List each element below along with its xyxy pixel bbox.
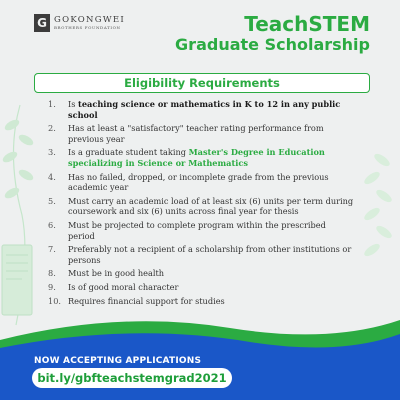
item-number: 1. — [48, 99, 56, 109]
item-text: Preferably not a recipient of a scholarship from other institutions or persons — [68, 244, 352, 265]
item-text: Must be in good health — [68, 268, 165, 279]
list-item — [48, 268, 354, 279]
list-item — [48, 196, 354, 217]
item-text: Has no failed, dropped, or incomplete grade from the previous academic year — [68, 171, 329, 193]
item-number: 10. — [48, 295, 62, 306]
page-title — [175, 13, 370, 54]
application-link[interactable] — [32, 368, 232, 388]
item-text-plain: Is — [68, 99, 79, 109]
item-text — [68, 99, 354, 120]
requirements-list — [48, 99, 354, 309]
item-number: 6. — [48, 219, 56, 230]
header — [0, 0, 400, 70]
item-text: Must carry an academic load of at least six (6) units per term during coursework and six (6) units across final year for thesis — [68, 195, 354, 217]
item-number: 9. — [48, 281, 56, 292]
title-line-1: TeachSTEM — [244, 12, 370, 36]
item-text: Has at least a "satisfactory" teacher rating performance from previous year — [68, 123, 324, 144]
section-heading: Eligibility Requirements — [34, 73, 370, 93]
item-number: 4. — [48, 171, 56, 182]
item-text-bold: teaching science or mathematics in K to 12 in any public school — [68, 99, 341, 120]
accepting-applications-text: NOW ACCEPTING APPLICATIONS — [34, 356, 202, 366]
list-item — [48, 123, 354, 144]
item-number: 2. — [48, 123, 56, 134]
item-text — [68, 147, 354, 168]
logo-mark-icon: G — [34, 14, 50, 32]
title-line-2: Graduate Scholarship — [175, 35, 370, 54]
list-item — [48, 147, 354, 168]
item-text: Is of good moral character — [68, 281, 179, 292]
list-item — [48, 282, 354, 293]
logo-name: GOKONGWEI — [54, 15, 126, 25]
item-number: 5. — [48, 195, 56, 206]
item-number: 7. — [48, 244, 56, 255]
logo-subtitle: BROTHERS FOUNDATION — [54, 25, 121, 30]
foundation-logo — [34, 14, 125, 32]
item-number: 3. — [48, 147, 56, 158]
item-text: Must be projected to complete program within the prescribed period — [68, 219, 326, 241]
laurel-decoration-right — [360, 140, 400, 310]
list-item — [48, 244, 354, 265]
item-text-plain: Is a graduate student taking — [68, 147, 189, 158]
list-item — [48, 220, 354, 241]
item-text-highlight: Master's Degree in Education specializing in Science or Mathematics — [68, 147, 325, 168]
laurel-decoration — [0, 95, 40, 335]
item-text: Requires financial support for studies — [68, 295, 225, 306]
list-item — [48, 172, 354, 193]
list-item — [48, 99, 354, 120]
item-number: 8. — [48, 268, 56, 279]
application-link-text[interactable]: bit.ly/gbfteachstemgrad2021 — [37, 371, 227, 385]
